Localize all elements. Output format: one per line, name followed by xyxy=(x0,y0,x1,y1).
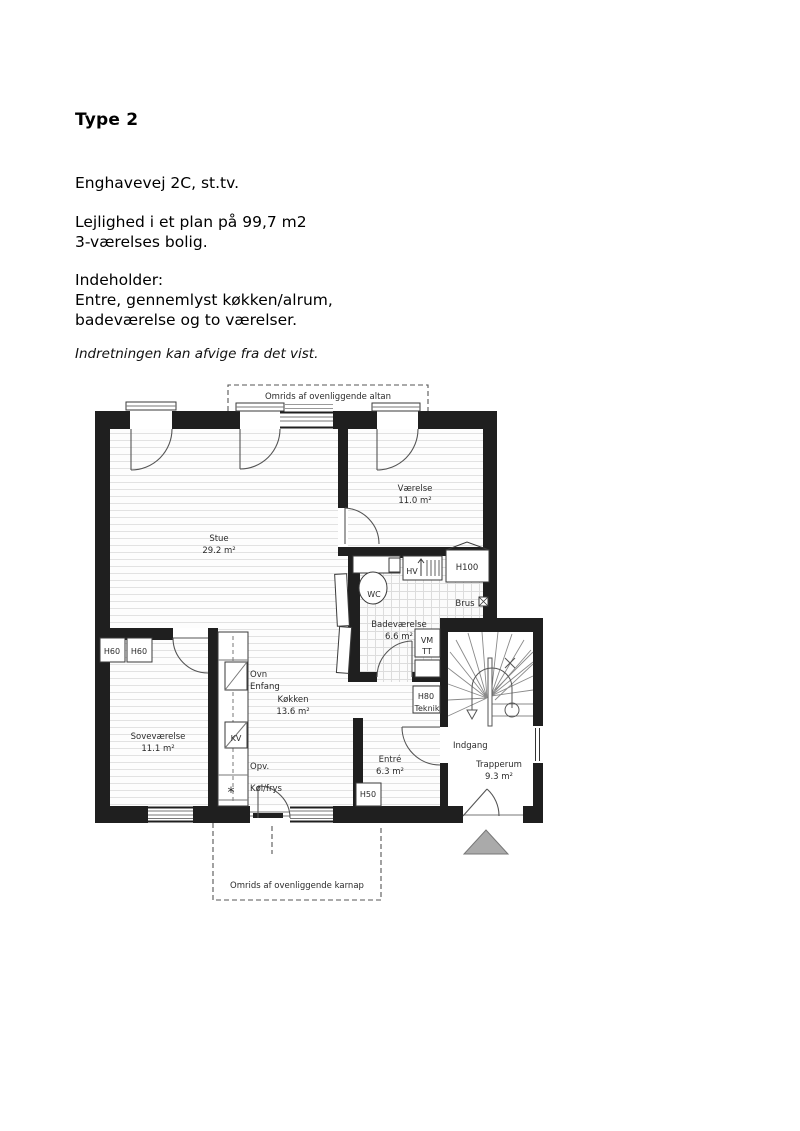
room-entre-name: Entré xyxy=(378,755,402,765)
radiator-upper xyxy=(335,574,350,627)
room-sovevaerelse-name: Soveværelse xyxy=(130,732,186,742)
wc-label: WC xyxy=(367,590,381,599)
room-stue-name: Stue xyxy=(209,534,229,544)
tt-label: TT xyxy=(422,647,432,656)
room-kokken-area: 13.6 m² xyxy=(276,707,310,717)
room-sovevaerelse-area: 11.1 m² xyxy=(141,744,175,754)
entrance-marker-triangle xyxy=(464,830,508,854)
bath-cabinet xyxy=(415,660,440,677)
teknik-label: Teknik xyxy=(414,704,440,713)
room-stue-area: 29.2 m² xyxy=(202,546,236,556)
description-line-2: 3-værelses bolig. xyxy=(75,233,208,251)
room-vaerelse-name: Værelse xyxy=(397,484,433,494)
room-kokken-name: Køkken xyxy=(277,695,309,705)
room-entre-area: 6.3 m² xyxy=(376,767,404,777)
room-vaerelse-area: 11.0 m² xyxy=(398,496,432,506)
kitchen-counter xyxy=(218,632,248,806)
karnap-label: Omrids af ovenliggende karnap xyxy=(230,881,364,891)
brus-label: Brus xyxy=(455,599,475,609)
shower-drain xyxy=(479,597,488,606)
contains-heading: Indeholder: xyxy=(75,271,164,289)
h100-label: H100 xyxy=(455,563,479,573)
hv-label: HV xyxy=(406,567,418,576)
contains-line-2: badeværelse og to værelser. xyxy=(75,311,298,329)
enfang-label: Enfang xyxy=(250,682,280,692)
contains-line-1: Entre, gennemlyst køkken/alrum, xyxy=(75,291,333,309)
description-line-1: Lejlighed i et plan på 99,7 m2 xyxy=(75,213,307,231)
room-badevaerelse-name: Badeværelse xyxy=(371,620,427,630)
room-trapperum-name: Trapperum xyxy=(476,760,522,770)
indgang-label: Indgang xyxy=(453,741,488,751)
vm-label: VM xyxy=(420,636,434,645)
altan-label: Omrids af ovenliggende altan xyxy=(264,392,392,402)
room-trapperum-area: 9.3 m² xyxy=(485,772,513,782)
address-line: Enghavevej 2C, st.tv. xyxy=(75,174,240,192)
h80-label: H80 xyxy=(417,692,435,701)
disclaimer: Indretningen kan afvige fra det vist. xyxy=(75,346,319,362)
radiator-lower xyxy=(336,627,351,674)
h50-label: H50 xyxy=(359,790,377,799)
kolfrys-label: Køl/frys xyxy=(250,784,282,794)
opv-label: Opv. xyxy=(250,762,270,772)
h60-right-label: H60 xyxy=(130,647,148,656)
h60-left-label: H60 xyxy=(103,647,121,656)
kv-label: KV xyxy=(230,734,242,743)
room-badevaerelse-area: 6.6 m² xyxy=(385,632,413,642)
ovn-label: Ovn xyxy=(250,670,268,680)
page-title: Type 2 xyxy=(75,110,139,130)
freezer-symbol: * xyxy=(227,785,235,801)
floor-plan xyxy=(60,370,620,930)
